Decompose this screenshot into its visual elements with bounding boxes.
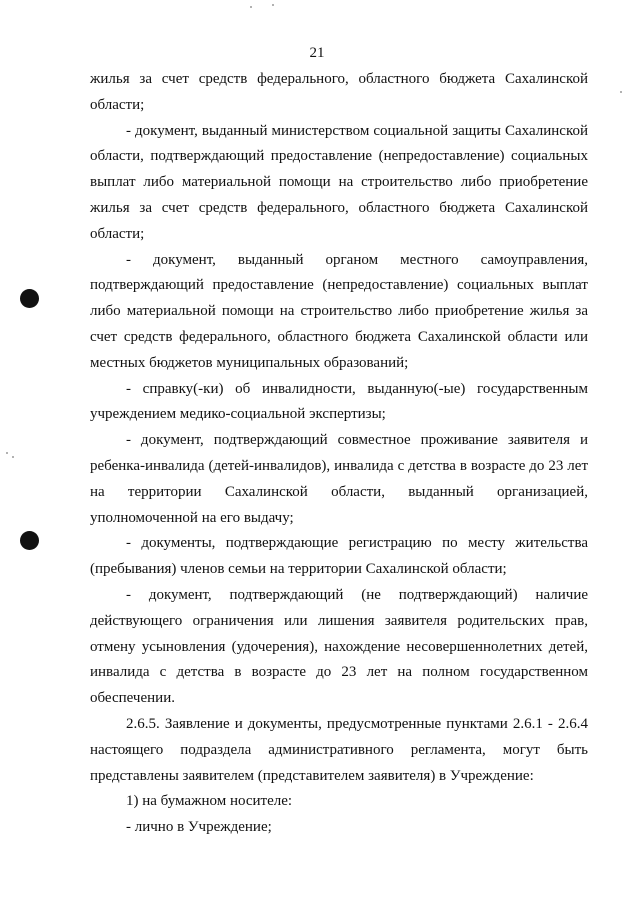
scan-speck	[6, 452, 8, 454]
punch-hole-lower	[20, 531, 39, 550]
scan-speck	[620, 91, 622, 93]
paragraph-paper-carrier: 1) на бумажном носителе:	[126, 793, 293, 810]
document-body	[90, 67, 588, 841]
paragraph-local-government-document: - документ, выданный органом местного самоуправления, подтверждающий предоставление (непредоставление) социальных выплат либо материальной помощи на строительство либо приобретение жилья за счет средств федерального, областного бюджета Сахалинской области или местных бюджетов муниципальных образований;	[90, 251, 588, 371]
page-number: 21	[309, 45, 325, 61]
scan-speck	[272, 4, 274, 6]
paragraph-social-ministry-document: - документ, выданный министерством социальной защиты Сахалинской области, подтверждающий предоставление (непредоставление) социальных выплат либо материальной помощи на строительство либо приобретение жилья за счет средств федерального, областного бюджета Сахалинской области;	[90, 122, 588, 242]
paragraph-in-person: - лично в Учреждение;	[126, 819, 272, 836]
paragraph-housing-funds-continuation: жилья за счет средств федерального, областного бюджета Сахалинской области;	[90, 71, 588, 113]
scan-speck	[12, 456, 14, 458]
paragraph-section-2-6-5: 2.6.5. Заявление и документы, предусмотренные пунктами 2.6.1 - 2.6.4 настоящего подраздела административного регламента, могут быть представлены заявителем (представителем заявителя) в Учреждение:	[90, 715, 588, 784]
paragraph-cohabitation-document: - документ, подтверждающий совместное проживание заявителя и ребенка-инвалида (детей-инвалидов), инвалида с детства в возрасте до 23 лет на территории Сахалинской области, выданный организацией, уполномоченной на его выдачу;	[90, 432, 588, 526]
paragraph-registration-documents: - документы, подтверждающие регистрацию по месту жительства (пребывания) членов семьи на территории Сахалинской области;	[90, 535, 588, 578]
paragraph-parental-rights-document: - документ, подтверждающий (не подтверждающий) наличие действующего ограничения или лишения заявителя родительских прав, отмену усыновления (удочерения), нахождение несовершеннолетних детей, инвалида с детства в возрасте до 23 лет на полном государственном обеспечении.	[90, 586, 588, 707]
punch-hole-upper	[20, 289, 39, 308]
scan-speck	[250, 6, 252, 8]
paragraph-disability-certificate: - справку(-ки) об инвалидности, выданную(-ые) государственным учреждением медико-социальной экспертизы;	[90, 380, 588, 423]
